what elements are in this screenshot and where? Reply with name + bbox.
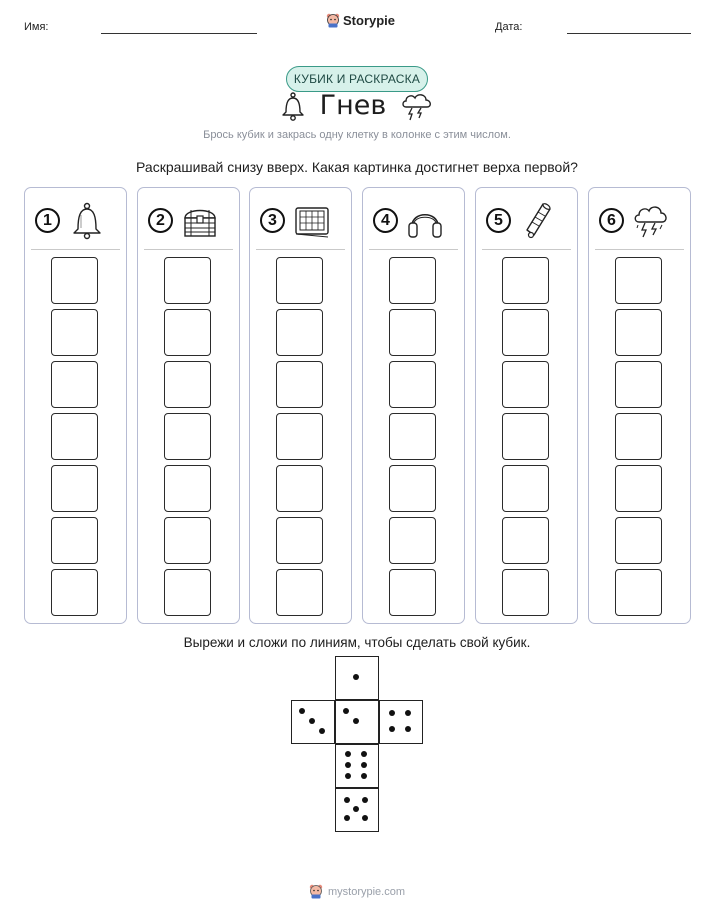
dice-pip: [299, 708, 305, 714]
dice-pip: [343, 708, 349, 714]
column-number: 3: [260, 208, 285, 233]
column-header: [363, 202, 464, 242]
dice-pip: [361, 773, 367, 779]
color-cell[interactable]: [615, 309, 662, 356]
dice-pip: [353, 718, 359, 724]
column-divider: [595, 249, 684, 250]
column-divider: [256, 249, 345, 250]
column-header: [250, 202, 351, 242]
dice-pip: [362, 797, 368, 803]
color-cell[interactable]: [502, 361, 549, 408]
page-title: Гнев: [319, 90, 387, 121]
color-cell[interactable]: [276, 517, 323, 564]
date-label: Дата:: [495, 21, 523, 33]
color-cell[interactable]: [51, 361, 98, 408]
dice-face-5: [335, 788, 379, 832]
color-cell[interactable]: [502, 517, 549, 564]
column-header: [476, 202, 577, 242]
color-cell[interactable]: [389, 361, 436, 408]
game-question: Раскрашивай снизу вверх. Какая картинка достигнет верха первой?: [136, 159, 578, 175]
dice-pip: [319, 728, 325, 734]
color-cell[interactable]: [502, 257, 549, 304]
color-cell[interactable]: [276, 413, 323, 460]
color-cell[interactable]: [389, 413, 436, 460]
color-cell[interactable]: [502, 413, 549, 460]
color-cell[interactable]: [276, 309, 323, 356]
storm-cloud-icon: [400, 91, 434, 121]
color-cell[interactable]: [51, 309, 98, 356]
scroll-icon: [518, 202, 558, 240]
dice-face-2: [335, 700, 379, 744]
column-6: [588, 187, 691, 624]
column-header: [25, 202, 126, 242]
dice-pip: [405, 726, 411, 732]
color-cell[interactable]: [615, 257, 662, 304]
storm-cloud-icon: [631, 202, 671, 240]
column-number: 4: [373, 208, 398, 233]
column-number: 2: [148, 208, 173, 233]
color-cell[interactable]: [389, 309, 436, 356]
color-cell[interactable]: [164, 257, 211, 304]
color-cell[interactable]: [615, 413, 662, 460]
color-cell[interactable]: [615, 465, 662, 512]
color-cell[interactable]: [502, 309, 549, 356]
name-label: Имя:: [24, 21, 49, 33]
color-cell[interactable]: [164, 413, 211, 460]
dice-pip: [345, 751, 351, 757]
dice-pip: [405, 710, 411, 716]
color-cell[interactable]: [389, 517, 436, 564]
column-5: [475, 187, 578, 624]
column-number: 1: [35, 208, 60, 233]
column-4: [362, 187, 465, 624]
dice-pip: [362, 815, 368, 821]
color-cell[interactable]: [51, 517, 98, 564]
column-2: [137, 187, 240, 624]
color-cell[interactable]: [276, 465, 323, 512]
dice-face-6: [335, 744, 379, 788]
dice-pip: [361, 762, 367, 768]
color-cell[interactable]: [51, 569, 98, 616]
column-1: [24, 187, 127, 624]
bell-icon: [280, 91, 306, 121]
column-divider: [369, 249, 458, 250]
color-cell[interactable]: [615, 569, 662, 616]
column-header: [589, 202, 690, 242]
cut-instruction: Вырежи и сложи по линиям, чтобы сделать свой кубик.: [183, 635, 531, 650]
color-cell[interactable]: [615, 517, 662, 564]
dice-pip: [353, 806, 359, 812]
dice-pip: [344, 797, 350, 803]
color-cell[interactable]: [276, 569, 323, 616]
activity-badge: КУБИК И РАСКРАСКА: [286, 66, 428, 92]
color-cell[interactable]: [502, 569, 549, 616]
title-row: [0, 90, 714, 121]
date-line[interactable]: [567, 33, 691, 34]
footer: [0, 884, 714, 899]
column-number: 6: [599, 208, 624, 233]
dice-face-1: [335, 656, 379, 700]
dice-face-3: [291, 700, 335, 744]
color-cell[interactable]: [276, 361, 323, 408]
board-game-icon: [292, 202, 332, 240]
color-cell[interactable]: [164, 309, 211, 356]
dice-pip: [353, 674, 359, 680]
color-cell[interactable]: [164, 569, 211, 616]
color-cell[interactable]: [615, 361, 662, 408]
footer-url: mystorypie.com: [327, 885, 406, 898]
dice-pip: [345, 762, 351, 768]
storypie-mascot-icon: [309, 884, 323, 899]
color-cell[interactable]: [389, 465, 436, 512]
brand-logo: [326, 13, 395, 28]
column-divider: [31, 249, 120, 250]
treasure-chest-icon: [180, 202, 220, 240]
dice-pip: [344, 815, 350, 821]
column-divider: [482, 249, 571, 250]
color-cell[interactable]: [164, 517, 211, 564]
column-divider: [144, 249, 233, 250]
color-cell[interactable]: [389, 569, 436, 616]
color-cell[interactable]: [51, 257, 98, 304]
dice-pip: [389, 726, 395, 732]
column-header: [138, 202, 239, 242]
storypie-mascot-icon: [326, 13, 340, 28]
instruction-subtitle: Брось кубик и закрась одну клетку в колонке с этим числом.: [203, 129, 511, 141]
name-line[interactable]: [101, 33, 257, 34]
dice-pip: [309, 718, 315, 724]
color-cell[interactable]: [164, 465, 211, 512]
column-number: 5: [486, 208, 511, 233]
color-cell[interactable]: [276, 257, 323, 304]
color-cell[interactable]: [502, 465, 549, 512]
headphones-icon: [405, 202, 445, 240]
column-3: [249, 187, 352, 624]
color-cell[interactable]: [164, 361, 211, 408]
dice-pip: [361, 751, 367, 757]
dice-pip: [345, 773, 351, 779]
bell-icon: [67, 202, 107, 240]
color-cell[interactable]: [51, 413, 98, 460]
color-cell[interactable]: [389, 257, 436, 304]
brand-name: Storypie: [343, 13, 396, 28]
dice-pip: [389, 710, 395, 716]
dice-face-4: [379, 700, 423, 744]
color-cell[interactable]: [51, 465, 98, 512]
